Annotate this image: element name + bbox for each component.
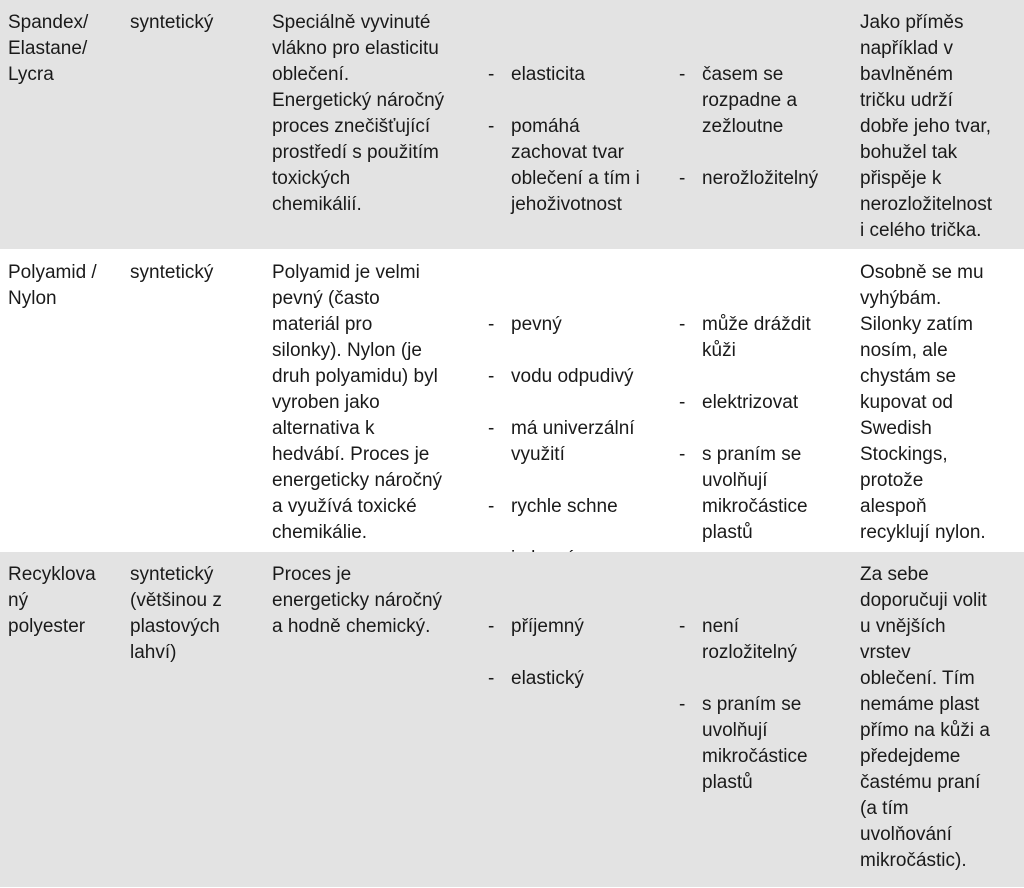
material-description: Speciálně vyvinuté vlákno pro elasticitu oblečení. Energetický náročný proces znečišťující prostředí s použitím toxických chemikálií.	[272, 12, 445, 215]
pros-item: - pevný	[486, 312, 671, 338]
cons-item: - s praním se uvolňují mikročástice plastů	[677, 692, 849, 796]
material-pros	[486, 562, 671, 744]
pros-item: - vodu odpudivý	[486, 364, 671, 390]
material-cons	[677, 562, 849, 848]
table-row-spandex	[0, 0, 1024, 250]
material-type: syntetický	[130, 12, 214, 33]
cons-item: - nerožložitelný	[677, 166, 849, 192]
pros-item: - pomáhá zachovat tvar oblečení a tím i jehoživotnost	[486, 114, 671, 218]
material-description: Proces je energeticky náročný a hodně chemický.	[272, 564, 443, 637]
material-cons	[677, 10, 849, 244]
cons-item: - není rozložitelný	[677, 614, 849, 666]
material-description: Polyamid je velmi pevný (často materiál pro silonky). Nylon (je druh polyamidu) byl vyroben jako alternativa k hedvábí. Proces je energeticky náročný a využívá toxické chemikálie.	[272, 262, 443, 543]
cons-item: - časem se rozpadne a zežloutne	[677, 62, 849, 140]
table-row-polyamid	[0, 250, 1024, 552]
material-type: syntetický	[130, 262, 214, 283]
pros-item: - příjemný	[486, 614, 671, 640]
cons-item: - elektrizovat	[677, 390, 849, 416]
material-type: syntetický (většinou z plastových lahví)	[130, 564, 222, 663]
material-name: Spandex/ Elastane/ Lycra	[8, 12, 89, 85]
material-note: Osobně se mu vyhýbám. Silonky zatím nosím, ale chystám se kupovat od Swedish Stockings, protože alespoň recyklují nylon.	[860, 262, 986, 543]
pros-item: - elastický	[486, 666, 671, 692]
pros-list	[486, 36, 671, 244]
table-row-recycled-polyester	[0, 552, 1024, 888]
material-note: Jako příměs například v bavlněném tričku udrží dobře jeho tvar, bohužel tak přispěje k nerozložitelnost i celého trička.	[860, 12, 993, 241]
material-name: Polyamid / Nylon	[8, 262, 97, 309]
pros-item: - rychle schne	[486, 494, 671, 520]
material-pros	[486, 10, 671, 270]
cons-item: - s praním se uvolňují mikročástice plastů	[677, 442, 849, 546]
material-note: Za sebe doporučuji volit u vnějších vrstev oblečení. Tím nemáme plast přímo na kůži a předejdeme častému praní (a tím uvolňování mikročástic).	[860, 564, 990, 871]
pros-list	[486, 588, 671, 718]
pros-item: - má univerzální využití	[486, 416, 671, 468]
material-name: Recyklova ný polyester	[8, 564, 96, 637]
cons-item: - může dráždit kůži	[677, 312, 849, 364]
pros-item: - elasticita	[486, 62, 671, 88]
cons-list	[677, 36, 849, 218]
cons-list	[677, 588, 849, 822]
